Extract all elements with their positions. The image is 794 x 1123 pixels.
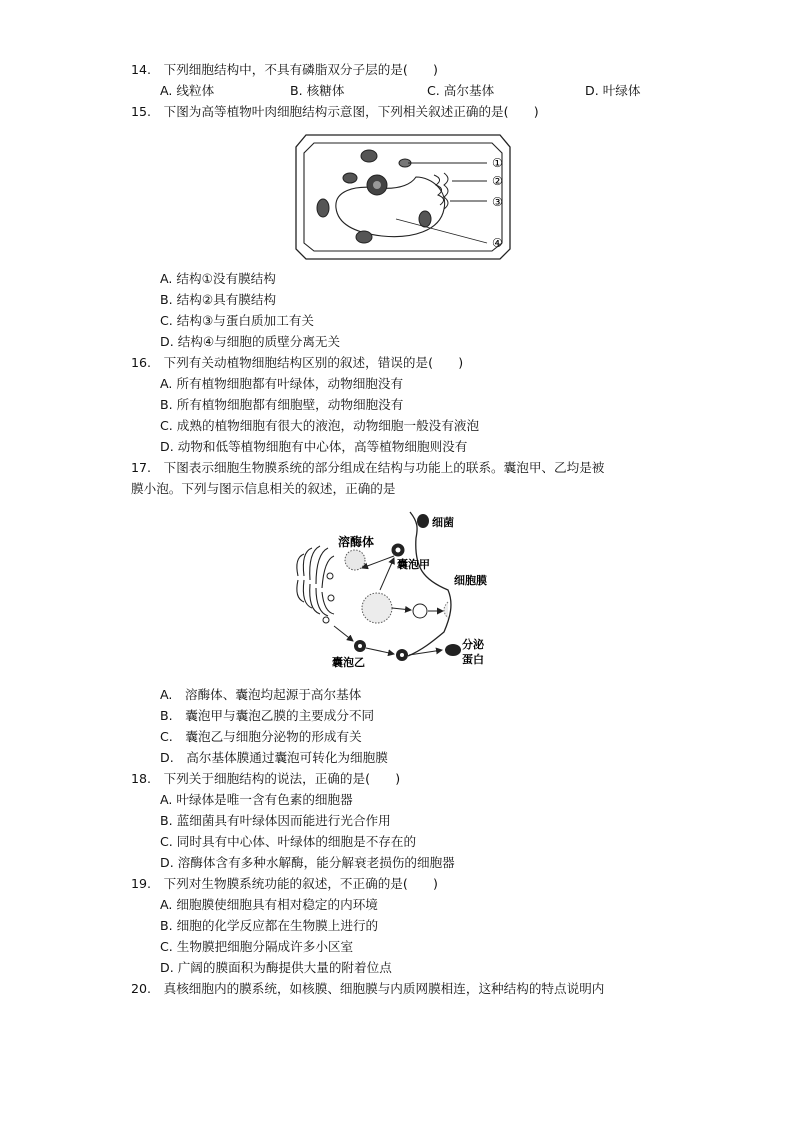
question-18-stem: 18. 下列关于细胞结构的说法，正确的是( ) [131, 771, 401, 786]
question-17-option-a: A. 溶酶体、囊泡均起源于高尔基体 [160, 687, 362, 702]
diagram-label-1: ① [492, 156, 503, 170]
membrane-system-diagram [292, 508, 502, 670]
label-secretion-2: 蛋白 [462, 653, 484, 666]
label-vesicle-b: 囊泡乙 [332, 656, 365, 669]
plant-cell-diagram [292, 133, 532, 261]
question-16-option-c: C. 成熟的植物细胞有很大的液泡，动物细胞一般没有液泡 [160, 418, 480, 433]
question-15-option-b: B. 结构②具有膜结构 [160, 292, 277, 307]
question-19-option-d: D. 广阔的膜面积为酶提供大量的附着位点 [160, 960, 392, 975]
question-18-option-b: B. 蓝细菌具有叶绿体因而能进行光合作用 [160, 813, 391, 828]
question-17-stem-line2: 膜小泡。下列与图示信息相关的叙述，正确的是 [131, 481, 396, 496]
question-14-option-b: B. 核糖体 [290, 83, 345, 98]
question-15-stem: 15. 下图为高等植物叶肉细胞结构示意图，下列相关叙述正确的是( ) [131, 104, 539, 119]
label-secretion-1: 分泌 [462, 638, 484, 651]
diagram-label-4: ④ [492, 236, 503, 250]
question-16-option-d: D. 动物和低等植物细胞有中心体，高等植物细胞则没有 [160, 439, 468, 454]
question-18-option-a: A. 叶绿体是唯一含有色素的细胞器 [160, 792, 353, 807]
question-17-stem-line1: 17. 下图表示细胞生物膜系统的部分组成在结构与功能上的联系。囊泡甲、乙均是被 [131, 460, 605, 475]
question-14-stem: 14. 下列细胞结构中，不具有磷脂双分子层的是( ) [131, 62, 438, 77]
question-15-option-d: D. 结构④与细胞的质壁分离无关 [160, 334, 341, 349]
question-18-option-d: D. 溶酶体含有多种水解酶，能分解衰老损伤的细胞器 [160, 855, 455, 870]
question-19-option-b: B. 细胞的化学反应都在生物膜上进行的 [160, 918, 379, 933]
question-19-stem: 19. 下列对生物膜系统功能的叙述，不正确的是( ) [131, 876, 438, 891]
question-17-option-d: D. 高尔基体膜通过囊泡可转化为细胞膜 [160, 750, 388, 765]
question-18-option-c: C. 同时具有中心体、叶绿体的细胞是不存在的 [160, 834, 417, 849]
label-cell-membrane: 细胞膜 [454, 574, 487, 587]
label-bacteria: 细菌 [432, 516, 454, 529]
question-20-stem: 20. 真核细胞内的膜系统，如核膜、细胞膜与内质网膜相连，这种结构的特点说明内 [131, 981, 605, 996]
question-15-option-a: A. 结构①没有膜结构 [160, 271, 276, 286]
question-17-option-c: C. 囊泡乙与细胞分泌物的形成有关 [160, 729, 362, 744]
question-16-option-b: B. 所有植物细胞都有细胞壁，动物细胞没有 [160, 397, 404, 412]
question-19-option-c: C. 生物膜把细胞分隔成许多小区室 [160, 939, 354, 954]
label-vesicle-a: 囊泡甲 [397, 558, 430, 571]
diagram-label-3: ③ [492, 195, 503, 209]
question-19-option-a: A. 细胞膜使细胞具有相对稳定的内环境 [160, 897, 378, 912]
label-lysosome: 溶酶体 [338, 535, 375, 549]
diagram-label-2: ② [492, 174, 503, 188]
question-17-option-b: B. 囊泡甲与囊泡乙膜的主要成分不同 [160, 708, 375, 723]
question-14-option-a: A. 线粒体 [160, 83, 215, 98]
question-15-option-c: C. 结构③与蛋白质加工有关 [160, 313, 315, 328]
question-14-option-c: C. 高尔基体 [427, 83, 495, 98]
question-14-option-d: D. 叶绿体 [585, 83, 641, 98]
question-16-stem: 16. 下列有关动植物细胞结构区别的叙述，错误的是( ) [131, 355, 464, 370]
question-16-option-a: A. 所有植物细胞都有叶绿体，动物细胞没有 [160, 376, 404, 391]
